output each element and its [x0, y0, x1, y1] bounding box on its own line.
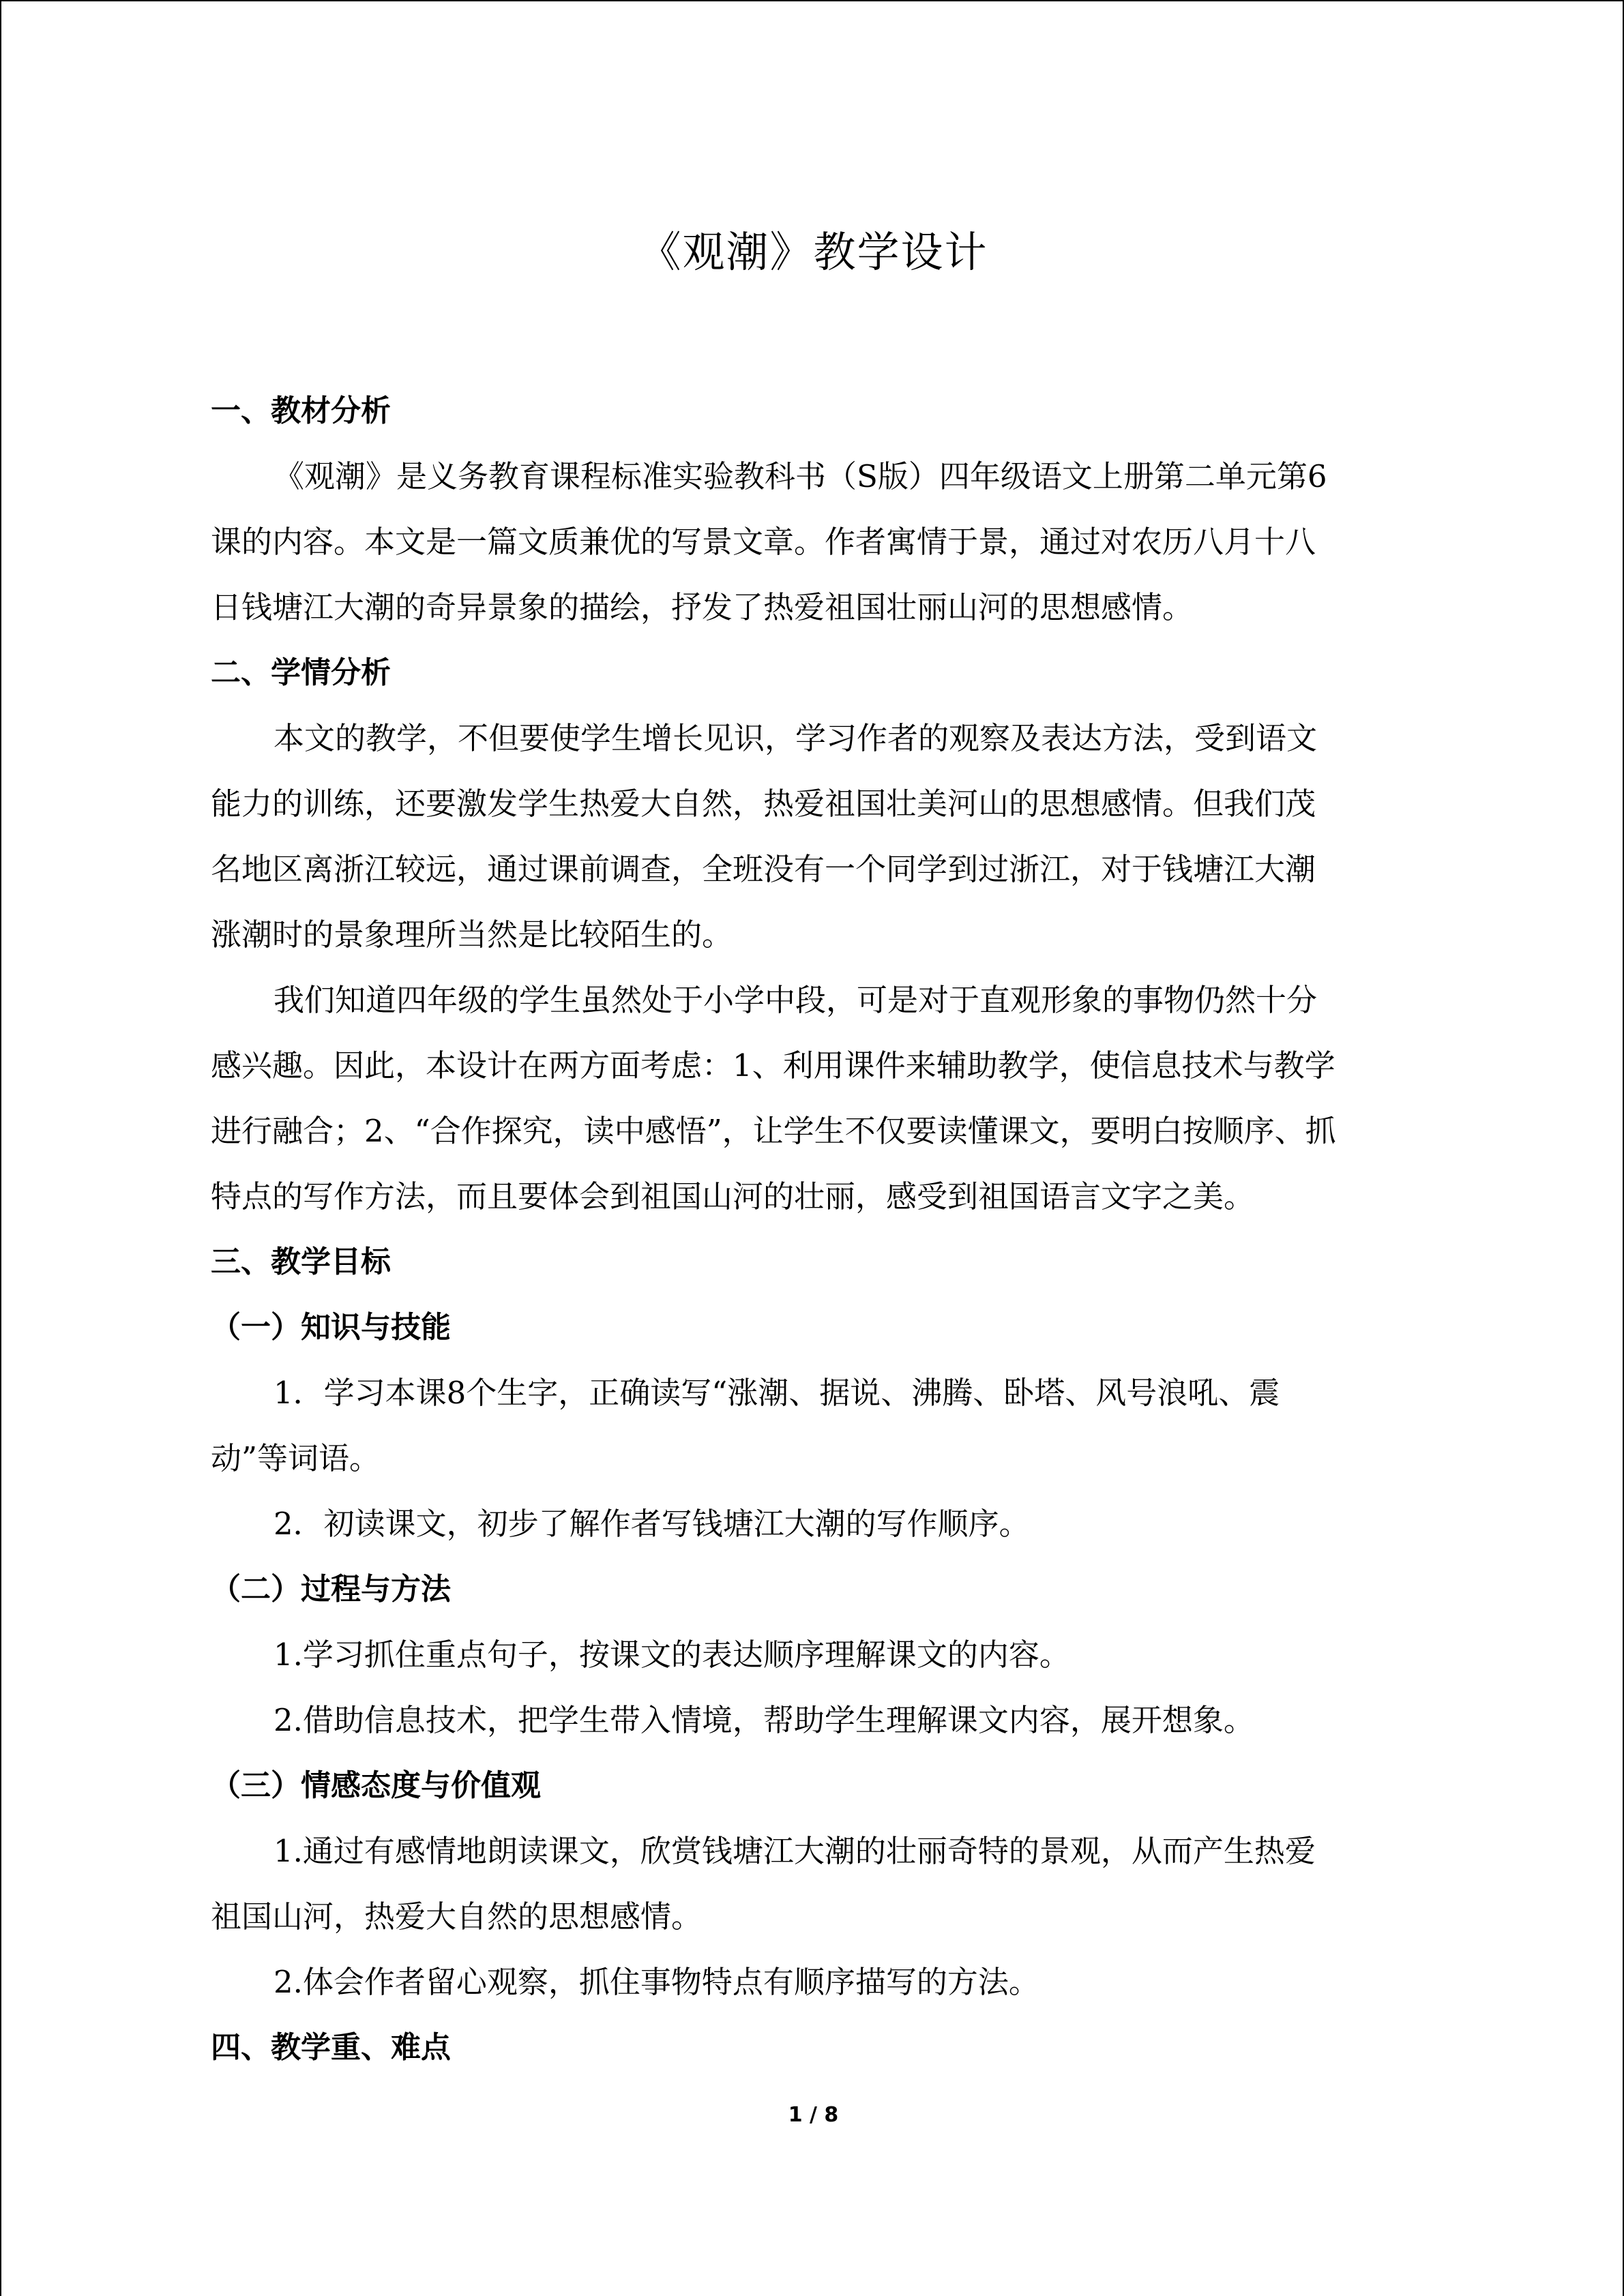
paragraph-line: 进行融合；2、“合作探究，读中感悟”，让学生不仅要读懂课文，要明白按顺序、抓: [211, 1113, 1336, 1149]
paragraph-line: 祖国山河，热爱大自然的思想感情。: [211, 1898, 703, 1935]
document-title: 《观潮》教学设计: [638, 227, 988, 277]
paragraph-line: 名地区离浙江较远，通过课前调查，全班没有一个同学到过浙江，对于钱塘江大潮: [211, 851, 1316, 887]
paragraph-line: 2．初读课文，初步了解作者写钱塘江大潮的写作顺序。: [274, 1506, 1030, 1542]
paragraph-line: 1．学习本课8个生字，正确读写“涨潮、据说、沸腾、卧塔、风号浪吼、震: [274, 1375, 1280, 1411]
paragraph-line: 特点的写作方法，而且要体会到祖国山河的壮丽，感受到祖国语言文字之美。: [211, 1178, 1255, 1214]
paragraph-line: 《观潮》是义务教育课程标准实验教科书（S版）四年级语文上册第二单元第6: [274, 458, 1327, 494]
section-heading-key-points: 四、教学重、难点: [211, 2030, 451, 2065]
page-number: 1 / 8: [788, 2103, 839, 2127]
paragraph-line: 本文的教学，不但要使学生增长见识，学习作者的观察及表达方法，受到语文: [274, 720, 1318, 756]
paragraph-line: 动”等词语。: [211, 1440, 381, 1476]
paragraph-line: 日钱塘江大潮的奇异景象的描绘，抒发了热爱祖国壮丽山河的思想感情。: [211, 589, 1194, 625]
paragraph-line: 感兴趣。因此，本设计在两方面考虑：1、利用课件来辅助教学，使信息技术与教学: [211, 1047, 1335, 1084]
subheading-emotion-values: （三）情感态度与价值观: [211, 1768, 541, 1803]
paragraph-line: 涨潮时的景象理所当然是比较陌生的。: [211, 916, 733, 953]
subheading-process-methods: （二）过程与方法: [211, 1572, 451, 1607]
section-heading-student-analysis: 二、学情分析: [211, 655, 391, 690]
subheading-knowledge-skills: （一）知识与技能: [211, 1310, 451, 1345]
paragraph-line: 我们知道四年级的学生虽然处于小学中段，可是对于直观形象的事物仍然十分: [274, 982, 1318, 1018]
paragraph-line: 2.体会作者留心观察，抓住事物特点有顺序描写的方法。: [274, 1964, 1039, 2000]
paragraph-line: 课的内容。本文是一篇文质兼优的写景文章。作者寓情于景，通过对农历八月十八: [211, 524, 1316, 560]
paragraph-line: 1.学习抓住重点句子，按课文的表达顺序理解课文的内容。: [274, 1637, 1070, 1673]
section-heading-textbook-analysis: 一、教材分析: [211, 393, 391, 428]
paragraph-line: 1.通过有感情地朗读课文，欣赏钱塘江大潮的壮丽奇特的景观，从而产生热爱: [274, 1833, 1316, 1869]
document-body: [211, 378, 1416, 2081]
paragraph-line: 2.借助信息技术，把学生带入情境，帮助学生理解课文内容，展开想象。: [274, 1702, 1254, 1738]
paragraph-line: 能力的训练，还要激发学生热爱大自然，热爱祖国壮美河山的思想感情。但我们茂: [211, 786, 1316, 822]
section-heading-teaching-goals: 三、教学目标: [211, 1244, 391, 1279]
